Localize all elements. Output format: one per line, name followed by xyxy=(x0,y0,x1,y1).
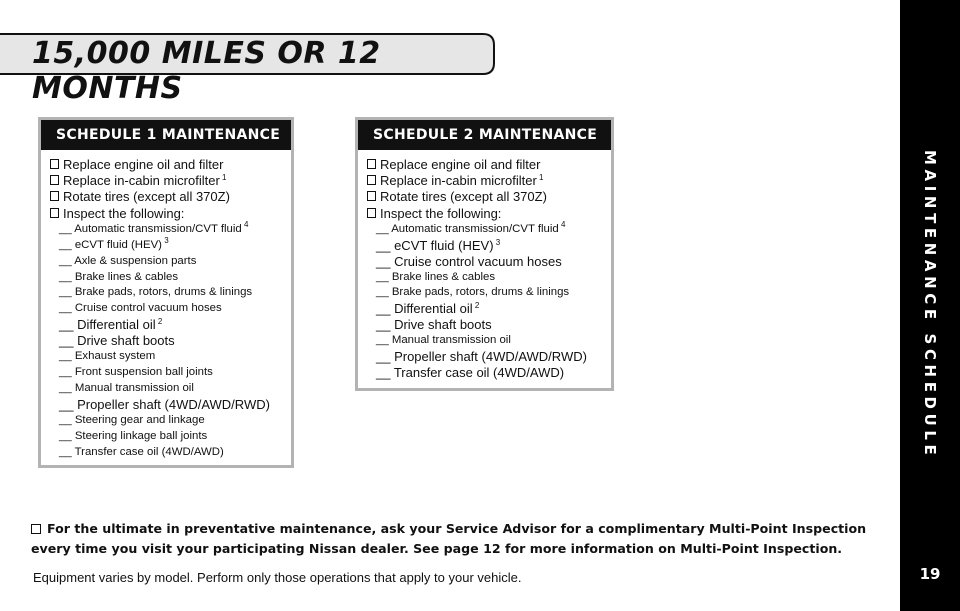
inspection-subitem xyxy=(367,270,605,286)
inspection-subitem xyxy=(50,285,285,301)
inspection-subitem xyxy=(50,397,285,413)
inspection-subitem-label: __ Brake pads, rotors, drums & linings xyxy=(59,286,253,299)
inspection-subitem xyxy=(50,270,285,286)
title-banner xyxy=(0,33,496,106)
inspection-subitem-label: __ Drive shaft boots xyxy=(59,333,175,349)
inspection-subitem xyxy=(367,285,605,301)
inspection-subitem-label: __ eCVT fluid (HEV) xyxy=(376,237,494,253)
inspection-subitem xyxy=(367,254,605,270)
inspection-subitem xyxy=(367,301,605,317)
checkbox-icon xyxy=(50,159,59,169)
inspection-subitem-label: __ Transfer case oil (4WD/AWD) xyxy=(59,445,224,458)
checklist-item xyxy=(367,157,605,173)
inspection-subitem xyxy=(50,445,285,461)
checkbox-icon xyxy=(50,175,59,185)
checkbox-icon xyxy=(367,208,376,218)
page-title: 15,000 MILES OR 12 MONTHS xyxy=(32,36,381,106)
inspection-subitem-label: __ Axle & suspension parts xyxy=(59,254,197,267)
inspection-subitem xyxy=(50,413,285,429)
inspection-subitem-label: __ Brake lines & cables xyxy=(59,270,179,283)
inspection-note-line-1: For the ultimate in preventative maintenance, ask your Service Advisor for a complimentary Multi-Point Inspection xyxy=(47,521,867,536)
footnote-marker: 1 xyxy=(536,173,544,183)
schedule-2-header-label: SCHEDULE 2 MAINTENANCE xyxy=(373,127,598,143)
equipment-note: Equipment varies by model. Perform only those operations that apply to your vehicle. xyxy=(33,570,522,585)
schedule-1-box xyxy=(38,117,294,468)
checklist-item xyxy=(50,173,285,189)
page-number: 19 xyxy=(919,565,941,583)
footnote-marker: 2 xyxy=(472,301,480,311)
checkbox-icon xyxy=(367,191,376,201)
inspection-note-line-2: every time you visit your participating Nissan dealer. See page 12 for more information on Multi-Point Inspection. xyxy=(31,541,843,556)
inspection-subitem xyxy=(50,254,285,270)
inspection-subitem xyxy=(50,365,285,381)
inspection-subitem-label: __ Manual transmission oil xyxy=(376,334,511,347)
schedule-1-header-label: SCHEDULE 1 MAINTENANCE xyxy=(56,127,281,143)
inspection-subitem-label: __ Steering gear and linkage xyxy=(59,413,205,426)
checklist-item-label: Inspect the following: xyxy=(380,205,502,221)
checklist-item-label: Replace engine oil and filter xyxy=(63,157,224,172)
inspection-subitem xyxy=(50,349,285,365)
schedule-2-panel xyxy=(358,120,611,388)
inspection-subitem-label: __ Automatic transmission/CVT fluid xyxy=(59,222,242,235)
inspection-subitem xyxy=(367,238,605,254)
inspection-subitem-label: __ Front suspension ball joints xyxy=(59,365,213,378)
inspection-subitem-label: __ Propeller shaft (4WD/AWD/RWD) xyxy=(59,396,270,412)
checkbox-icon xyxy=(367,159,376,169)
sidebar-label-wrap xyxy=(900,150,960,480)
checklist-item xyxy=(50,157,285,173)
inspection-subitem-label: __ Exhaust system xyxy=(59,350,156,363)
checklist-item-label: Replace engine oil and filter xyxy=(380,157,541,172)
inspection-subitem-label: __ Differential oil xyxy=(376,301,473,317)
inspection-subitem-label: __ Brake lines & cables xyxy=(376,270,496,283)
inspection-subitem xyxy=(50,381,285,397)
inspection-subitem xyxy=(50,333,285,349)
footnote-marker: 1 xyxy=(219,173,227,183)
inspection-subitem-label: __ Transfer case oil (4WD/AWD) xyxy=(376,364,565,380)
checkbox-icon xyxy=(367,175,376,185)
inspection-subitem xyxy=(367,317,605,333)
sidebar-label: MAINTENANCE SCHEDULE xyxy=(921,150,939,460)
checklist-item xyxy=(50,189,285,205)
footnote-marker: 2 xyxy=(155,317,163,327)
inspection-note xyxy=(31,519,881,559)
inspection-subitem xyxy=(50,429,285,445)
inspection-subitem-label: __ Propeller shaft (4WD/AWD/RWD) xyxy=(376,349,587,365)
inspection-subitem-label: __ Brake pads, rotors, drums & linings xyxy=(376,286,570,299)
checklist-item-label: Rotate tires (except all 370Z) xyxy=(380,189,547,205)
checklist-item-label: Rotate tires (except all 370Z) xyxy=(63,189,230,205)
inspection-subitem-label: __ Automatic transmission/CVT fluid xyxy=(376,222,559,235)
inspection-subitem xyxy=(50,301,285,317)
checklist-item-label: Replace in-cabin microfilter xyxy=(63,173,220,189)
inspection-subitem-label: __ Cruise control vacuum hoses xyxy=(376,253,562,269)
inspection-subitem-label: __ eCVT fluid (HEV) xyxy=(59,238,162,251)
checklist-item xyxy=(367,189,605,205)
inspection-subitem xyxy=(367,365,605,381)
inspection-subitem xyxy=(367,333,605,349)
checklist-item xyxy=(367,173,605,189)
inspection-subitem-label: __ Manual transmission oil xyxy=(59,381,194,394)
footnote-marker: 3 xyxy=(493,237,501,247)
inspection-subitem-label: __ Differential oil xyxy=(59,317,156,333)
footnote-marker: 4 xyxy=(558,219,566,229)
checklist-item xyxy=(50,206,285,222)
inspection-subitem xyxy=(50,235,285,254)
checklist-item-label: Inspect the following: xyxy=(63,205,185,221)
schedule-1-panel xyxy=(41,120,291,465)
checklist-item-label: Replace in-cabin microfilter xyxy=(380,173,537,189)
schedule-2-list xyxy=(367,157,605,381)
checklist-item xyxy=(367,206,605,222)
schedule-1-list xyxy=(50,157,285,460)
inspection-subitem-label: __ Drive shaft boots xyxy=(376,317,492,333)
inspection-subitem-label: __ Cruise control vacuum hoses xyxy=(59,302,222,315)
checkbox-icon xyxy=(50,208,59,218)
checkbox-icon xyxy=(50,191,59,201)
footnote-marker: 3 xyxy=(161,235,169,245)
inspection-subitem-label: __ Steering linkage ball joints xyxy=(59,429,208,442)
footnote-marker: 4 xyxy=(241,219,249,229)
schedule-2-header xyxy=(358,120,611,150)
schedule-2-box xyxy=(355,117,614,391)
inspection-subitem xyxy=(367,219,605,238)
inspection-subitem xyxy=(367,349,605,365)
checkbox-icon xyxy=(31,524,41,534)
schedule-1-header xyxy=(41,120,291,150)
inspection-subitem xyxy=(50,317,285,333)
